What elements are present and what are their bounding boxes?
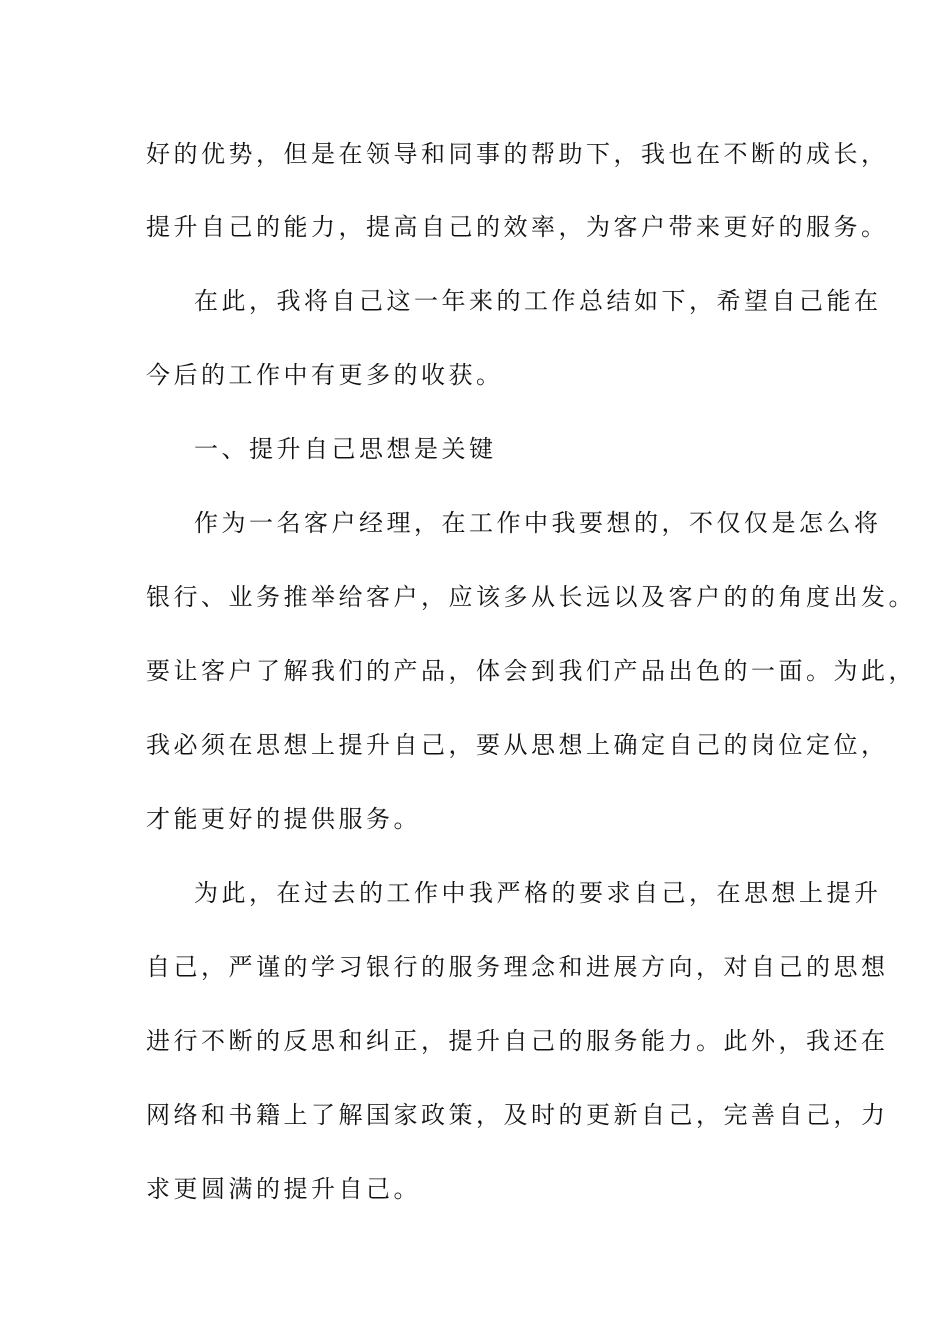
text-line: 我必须在思想上提升自己，要从思想上确定自己的岗位定位， (146, 731, 889, 759)
text-line: 进行不断的反思和纠正，提升自己的服务能力。此外，我还在 (146, 1027, 889, 1055)
paragraph-first-line: 作为一名客户经理，在工作中我要想的，不仅仅是怎么将 (194, 509, 882, 537)
text-line: 提升自己的能力，提高自己的效率，为客户带来更好的服务。 (146, 213, 889, 241)
paragraph-first-line: 为此，在过去的工作中我严格的要求自己，在思想上提升 (194, 879, 882, 907)
text-line: 求更圆满的提升自己。 (146, 1175, 421, 1203)
text-line: 今后的工作中有更多的收获。 (146, 361, 504, 389)
text-line: 自己，严谨的学习银行的服务理念和进展方向，对自己的思想 (146, 953, 889, 981)
text-line: 银行、业务推举给客户，应该多从长远以及客户的的角度出发。 (146, 583, 916, 611)
section-heading: 一、提升自己思想是关键 (194, 435, 497, 463)
text-line: 要让客户了解我们的产品，体会到我们产品出色的一面。为此， (146, 657, 916, 685)
paragraph-first-line: 在此，我将自己这一年来的工作总结如下，希望自己能在 (194, 287, 882, 315)
text-line: 才能更好的提供服务。 (146, 805, 421, 833)
text-line: 网络和书籍上了解国家政策，及时的更新自己，完善自己，力 (146, 1101, 889, 1129)
text-line: 好的优势，但是在领导和同事的帮助下，我也在不断的成长， (146, 140, 889, 168)
